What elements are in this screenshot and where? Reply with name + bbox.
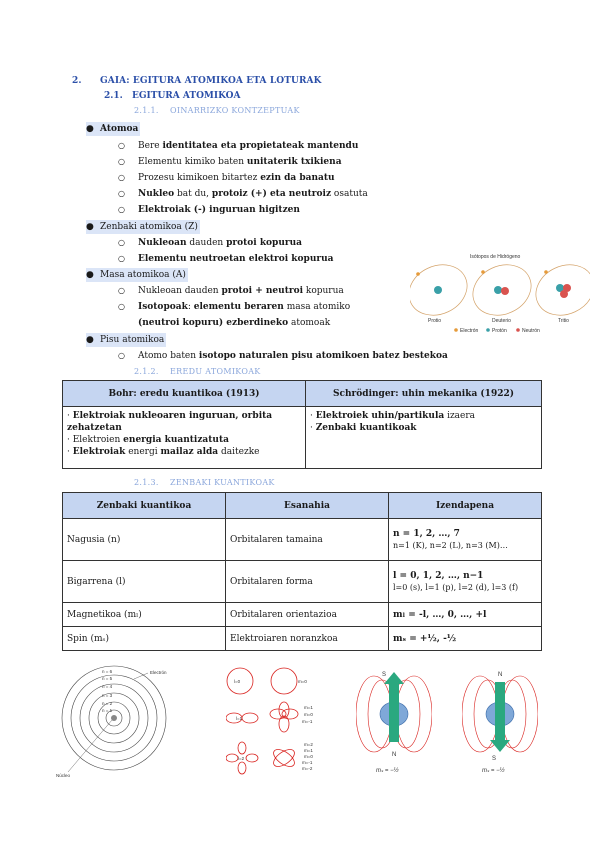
list-item: ○ Atomo baten isotopo naturalen pisu atomikoen batez bestekoa xyxy=(118,351,448,361)
section-title: EGITURA ATOMIKOA xyxy=(132,91,241,101)
isotope-label-protio: Protio xyxy=(428,318,442,324)
orbital-label: m=0 xyxy=(298,679,307,684)
spin-up-figure xyxy=(356,668,432,778)
table-header-bohr: Bohr: eredu kuantikoa (1913) xyxy=(63,381,306,407)
bullet-zenbaki-atomikoa: ● Zenbaki atomikoa (Z) xyxy=(86,222,198,232)
orbital-label: l=2 xyxy=(238,756,245,761)
spin-pole-top: S xyxy=(382,672,387,678)
orbital-label: l=0 xyxy=(234,679,241,684)
isotope-label-deuterio: Deuterio xyxy=(492,318,511,324)
isotope-label-tritio: Tritio xyxy=(558,318,569,324)
bullet-atomoa: ● Atomoa xyxy=(86,124,139,134)
subsection-heading xyxy=(134,106,300,115)
bullet-label: Pisu atomikoa xyxy=(100,335,165,345)
orbital-label: m=2 xyxy=(304,742,313,747)
table-header: Zenbaki kuantikoa xyxy=(63,493,226,519)
table-header-schrodinger: Schrödinger: uhin mekanika (1922) xyxy=(306,381,542,407)
list-item: ○ Nukleoan dauden protoi kopurua xyxy=(118,238,303,248)
section-number: 2.1. xyxy=(104,91,123,101)
bohr-description: · Elektroiak nukleoaren inguruan, orbita zehatzetan · Elektroien energia kuantizatuta · Elektroiak energi mailaz alda daitezke xyxy=(63,407,306,469)
bullet-label: Masa atomikoa xyxy=(100,270,170,280)
spin-pole-bottom: S xyxy=(492,756,497,762)
chapter-number: 2. xyxy=(72,76,82,86)
bohr-level: n = 2 xyxy=(102,701,113,706)
spin-down-figure xyxy=(462,668,538,778)
spin-pole-top: N xyxy=(498,672,503,678)
bohr-level: n = 1 xyxy=(102,708,113,713)
orbital-label: m=-1 xyxy=(302,719,313,724)
table-row: Magnetikoa (mₗ) Orbitalaren orientazioa mₗ = -l, …, 0, …, +l xyxy=(63,603,542,627)
table-row: Nagusia (n) Orbitalaren tamaina n = 1, 2, …, 7 n=1 (K), n=2 (L), n=3 (M)… xyxy=(63,519,542,561)
chapter-title: GAIA: EGITURA ATOMIKOA ETA LOTURAK xyxy=(100,76,322,86)
isotope-figure-title: Isótopos de Hidrógeno xyxy=(470,254,521,260)
atomic-models-table xyxy=(62,380,542,469)
chapter-heading xyxy=(72,76,322,86)
bohr-level: n = 3 xyxy=(102,693,113,698)
list-item: ○ Elementu kimiko baten unitaterik txikiena xyxy=(118,157,342,167)
bullet-label: Atomoa xyxy=(100,124,139,134)
bohr-model-figure xyxy=(54,664,174,780)
list-item-continuation: (neutroi kopuru) ezberdineko atomoak xyxy=(138,318,331,328)
bohr-level: n = 5 xyxy=(102,676,113,681)
spin-caption: mₛ = −½ xyxy=(482,768,505,774)
spin-caption: mₛ = −½ xyxy=(376,768,399,774)
table-row: Spin (mₛ) Elektroiaren noranzkoa mₛ = +½, -½ xyxy=(63,627,542,651)
list-item: ○ Elementu neutroetan elektroi kopurua xyxy=(118,254,334,264)
hydrogen-isotopes-figure xyxy=(410,250,590,338)
spin-pole-bottom: N xyxy=(392,752,397,758)
bullet-label: Zenbaki atomikoa xyxy=(100,222,182,232)
bohr-label-nucleus: Núcleo xyxy=(56,773,71,778)
orbital-label: m=0 xyxy=(304,754,313,759)
table-header: Esanahia xyxy=(226,493,389,519)
list-item: ○ Bere identitatea eta propietateak mantendu xyxy=(118,141,359,151)
bohr-level: n = 6 xyxy=(102,669,113,674)
list-item: ○ Nukleoan dauden protoi + neutroi kopurua xyxy=(118,286,344,296)
bohr-label-electron: Electrón xyxy=(150,670,167,675)
orbital-label: m=0 xyxy=(304,712,313,717)
subsection-title: OINARRIZKO KONTZEPTUAK xyxy=(170,106,300,115)
orbital-label: l=1 xyxy=(236,716,243,721)
orbital-label: m=-1 xyxy=(302,760,313,765)
bullet-masa-atomikoa: ● Masa atomikoa (A) xyxy=(86,270,186,280)
table-header: Izendapena xyxy=(389,493,542,519)
subsection-heading-eredu: 2.1.2. EREDU ATOMIKOAK xyxy=(134,367,261,376)
section-heading xyxy=(104,91,241,101)
orbital-shapes-figure xyxy=(226,666,322,778)
bullet-pisu-atomikoa: ● Pisu atomikoa xyxy=(86,335,165,345)
list-item: ○ Prozesu kimikoen bitartez ezin da banatu xyxy=(118,173,335,183)
list-item: ○ Elektroiak (-) inguruan higitzen xyxy=(118,205,300,215)
quantum-numbers-table xyxy=(62,492,542,651)
table-row: Bigarrena (l) Orbitalaren forma l = 0, 1, 2, …, n−1 l=0 (s), l=1 (p), l=2 (d), l=3 (f) xyxy=(63,561,542,603)
legend-neutron: Neutrón xyxy=(522,328,540,334)
subsection-heading-zenbaki: 2.1.3. ZENBAKI KUANTIKOAK xyxy=(134,478,275,487)
schrodinger-description: · Elektroiek uhin/partikula izaera · Zenbaki kuantikoak xyxy=(306,407,542,469)
subsection-number: 2.1.1. xyxy=(134,106,159,115)
list-item: ○ Isotopoak: elementu beraren masa atomiko xyxy=(118,302,351,312)
orbital-label: m=-2 xyxy=(302,766,313,771)
list-item: ○ Nukleo bat du, protoiz (+) eta neutroiz osatuta xyxy=(118,189,368,199)
orbital-label: m=1 xyxy=(304,705,313,710)
legend-electron: Electrón xyxy=(460,328,479,334)
legend-proton: Protón xyxy=(492,328,507,334)
orbital-label: m=1 xyxy=(304,748,313,753)
bohr-level: n = 4 xyxy=(102,684,113,689)
